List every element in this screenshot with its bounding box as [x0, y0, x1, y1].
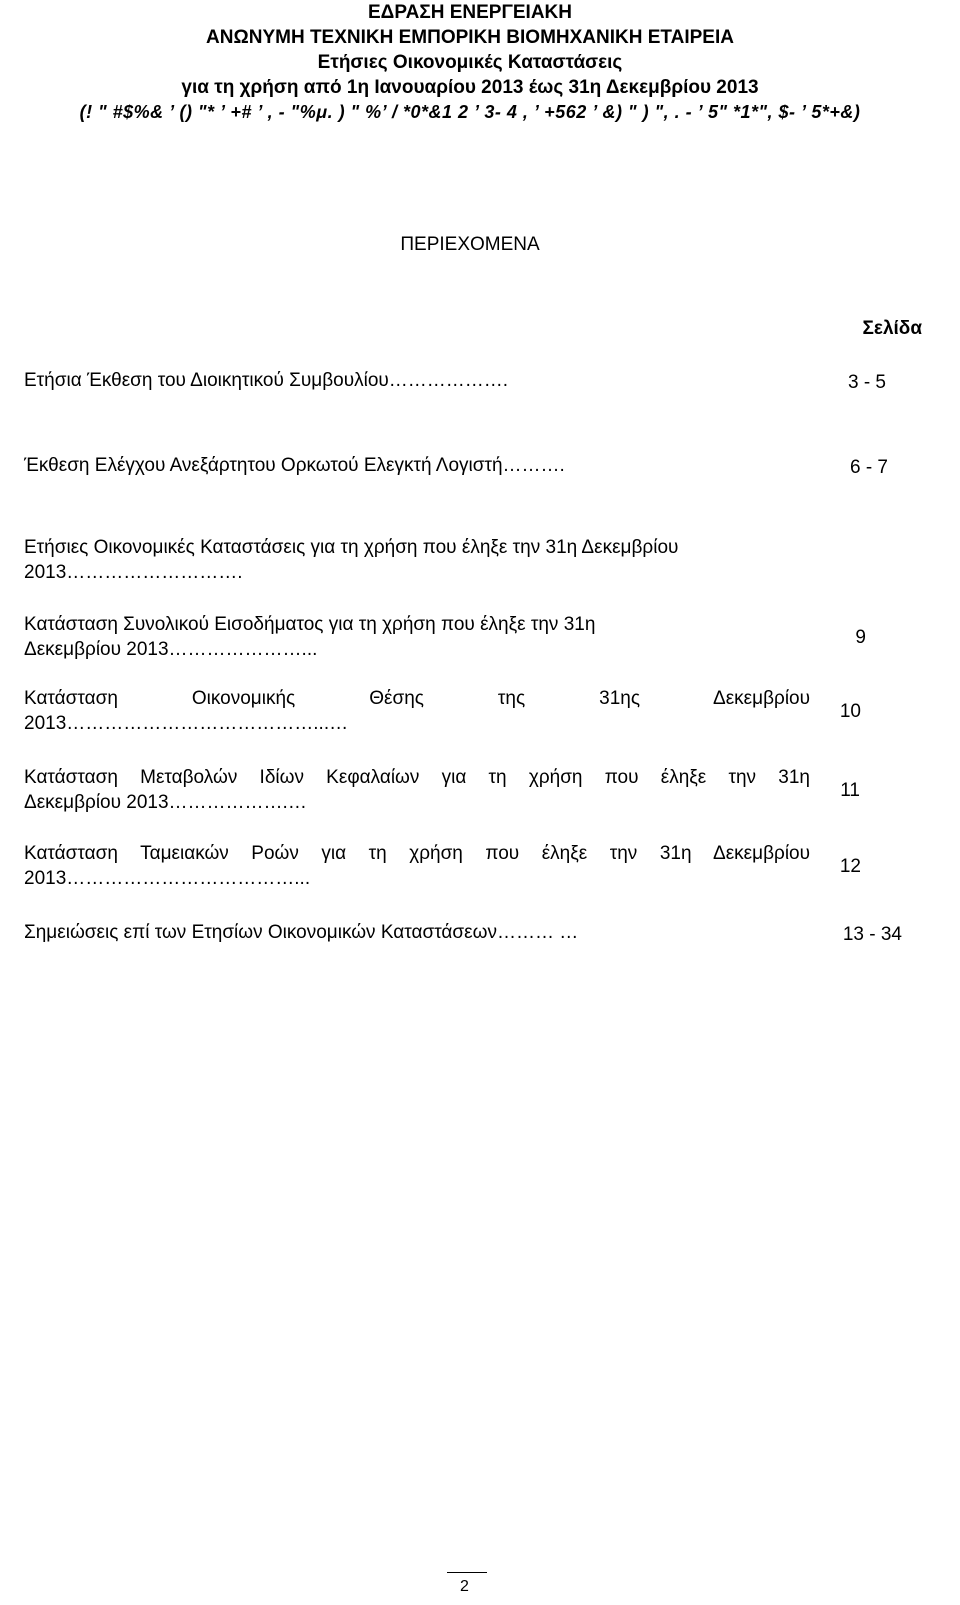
toc-entry-line1: Κατάσταση Συνολικού Εισοδήματος για τη χρήση που έληξε την 31η [24, 614, 596, 635]
toc-entry-page: 11 [840, 780, 860, 801]
toc-entry-text [24, 841, 810, 891]
toc-entry-line2: 2013………………………………... [24, 868, 311, 889]
toc-entry-line2: 2013…………………………………...… [24, 713, 349, 734]
reporting-period: για τη χρήση από 1η Ιανουαρίου 2013 έως 31η Δεκεμβρίου 2013 [181, 77, 759, 98]
toc-entry-text: Σημειώσεις επί των Ετησίων Οικονομικών Καταστάσεων……… … [24, 922, 579, 943]
toc-entry-page: 10 [839, 701, 861, 722]
toc-entry-page: 12 [839, 856, 861, 877]
toc-entry-comprehensive-income[interactable] [0, 612, 940, 664]
toc-entry-equity-changes[interactable] [0, 765, 940, 817]
toc-entry-cash-flows[interactable] [0, 841, 940, 893]
toc-entry-financial-statements[interactable] [0, 535, 940, 587]
toc-entry-line2: Δεκεμβρίου 2013……………….… [24, 792, 307, 813]
toc-entry-page: 9 [855, 627, 866, 648]
toc-entry-text: Έκθεση Ελέγχου Ανεξάρτητου Ορκωτού Ελεγκτή Λογιστή………. [24, 455, 565, 476]
toc-entry-line2: 2013………………………. [24, 562, 243, 583]
toc-entry-text [24, 686, 810, 736]
page-column-header: Σελίδα [862, 318, 922, 339]
company-name: ΕΔΡΑΣΗ ΕΝΕΡΓΕΙΑΚΗ [368, 2, 572, 23]
toc-entry-notes[interactable] [0, 920, 940, 946]
toc-entry-financial-position[interactable] [0, 686, 940, 738]
company-full-name: ΑΝΩΝΥΜΗ ΤΕΧΝΙΚΗ ΕΜΠΟΡΙΚΗ ΒΙΟΜΗΧΑΝΙΚΗ ΕΤΑΙΡΕΙΑ [206, 27, 734, 48]
toc-entry-audit-report[interactable] [0, 453, 940, 479]
footer-divider [447, 1572, 487, 1573]
toc-entry-page: 6 - 7 [849, 457, 888, 478]
document-type: Ετήσιες Οικονομικές Καταστάσεις [317, 52, 623, 73]
toc-entry-page: 13 - 34 [842, 924, 902, 945]
garbled-header-line: (! " #$%& ’ () "* ’ +# ’ , - "%μ. ) " %’ / *0*&1 2 ’ 3- 4 , ’ +562 ’ &) " ) ", . - ’ 5" *1*", $- ’ 5*+&) [79, 102, 861, 122]
toc-entry-text [24, 612, 810, 662]
footer-page-number: 2 [460, 1578, 469, 1595]
toc-entry-page: 3 - 5 [847, 372, 886, 393]
toc-entry-line1: Κατάσταση Ταμειακών Ροών για τη χρήση που έληξε την 31η Δεκεμβρίου [24, 843, 810, 864]
toc-entry-text [24, 535, 814, 585]
toc-entry-line1: Κατάσταση Οικονομικής Θέσης της 31ης Δεκεμβρίου [24, 688, 810, 709]
toc-entry-line1: Κατάσταση Μεταβολών Ιδίων Κεφαλαίων για τη χρήση που έληξε την 31η [24, 767, 810, 788]
toc-entry-board-report[interactable] [0, 368, 940, 394]
toc-entry-line2: Δεκεμβρίου 2013…………………... [24, 639, 318, 660]
document-header [0, 0, 940, 125]
toc-entry-text [24, 765, 810, 815]
toc-title: ΠΕΡΙΕΧΟΜΕΝΑ [400, 234, 540, 255]
toc-entry-line1: Ετήσιες Οικονομικές Καταστάσεις για τη χρήση που έληξε την 31η Δεκεμβρίου [24, 537, 679, 558]
toc-entry-text: Ετήσια Έκθεση του Διοικητικού Συμβουλίου………………. [24, 370, 509, 391]
